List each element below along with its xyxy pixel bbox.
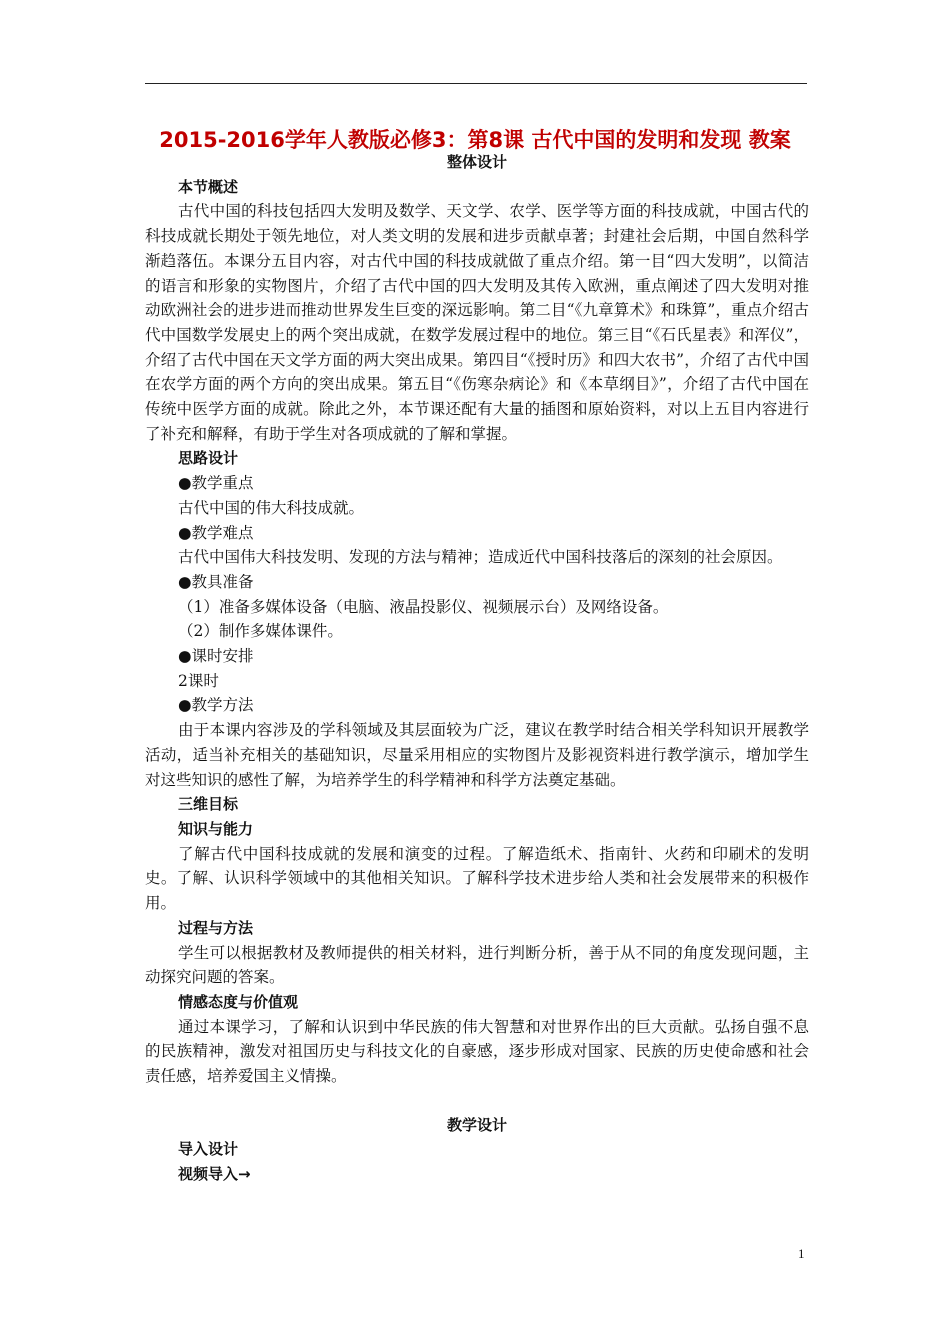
tools-label: ●教具准备	[178, 572, 254, 591]
intro-design-heading: 导入设计	[178, 1140, 239, 1159]
overview-paragraph: 古代中国的科技包括四大发明及数学、天文学、农学、医学等方面的科技成就，中国古代的科技成就长期处于领先地位，对人类文明的发展和进步贡献卓著；封建社会后期，中国自然科学渐趋落伍。本课分五目内容，对古代中国的科技成就做了重点介绍。第一目“四大发明”，以简洁的语言和形象的实物图片，介绍了古代中国的四大发明及其传入欧洲，重点阐述了四大发明对推动欧洲社会的进步进而推动世界发生巨变的深远影响。第二目“《九章算术》和珠算”，重点介绍古代中国数学发展史上的两个突出成就，在数学发展过程中的地位。第三目“《石氏星表》和浑仪”，介绍了古代中国在天文学方面的两大突出成果。第四目“《授时历》和四大农书”，介绍了古代中国在农学方面的两个方向的突出成果。第五目“《伤寒杂病论》和《本草纲目》”，介绍了古代中国在传统中医学方面的成就。除此之外，本节课还配有大量的插图和原始资料，对以上五目内容进行了补充和解释，有助于学生对各项成就的了解和掌握。	[145, 202, 809, 443]
overview-heading: 本节概述	[178, 177, 239, 196]
hours-label: ●课时安排	[178, 647, 254, 666]
method-paragraph: 由于本课内容涉及的学科领域及其层面较为广泛，建议在教学时结合相关学科知识开展教学活动，适当补充相关的基础知识，尽量采用相应的实物图片及影视资料进行教学演示，增加学生对这些知识的感性了解，为培养学生的科学精神和科学方法奠定基础。	[145, 721, 809, 789]
design-heading: 思路设计	[178, 449, 239, 468]
header-rule	[145, 83, 807, 84]
method-label: ●教学方法	[178, 696, 254, 715]
process-paragraph: 学生可以根据教材及教师提供的相关材料，进行判断分析，善于从不同的角度发现问题，主动探究问题的答案。	[145, 943, 809, 987]
tools-item-2: （2）制作多媒体课件。	[178, 622, 343, 641]
video-intro-heading: 视频导入→	[178, 1165, 251, 1184]
difficulty-label: ●教学难点	[178, 523, 254, 542]
knowledge-heading: 知识与能力	[178, 819, 254, 838]
key-point-text: 古代中国的伟大科技成就。	[178, 498, 365, 517]
hours-text: 2课时	[178, 671, 219, 690]
tools-item-1: （1）准备多媒体设备（电脑、液晶投影仪、视频展示台）及网络设备。	[178, 597, 669, 616]
goals-heading: 三维目标	[178, 795, 239, 814]
process-heading: 过程与方法	[178, 918, 254, 937]
key-point-label: ●教学重点	[178, 474, 254, 493]
document-title: 2015-2016学年人教版必修3：第8课 古代中国的发明和发现 教案	[159, 128, 791, 152]
teaching-design-heading: 教学设计	[446, 1115, 507, 1134]
spacer	[145, 1089, 809, 1113]
emotion-heading: 情感态度与价值观	[178, 992, 299, 1011]
knowledge-paragraph: 了解古代中国科技成就的发展和演变的过程。了解造纸术、指南针、火药和印刷术的发明史。了解、认识科学领域中的其他相关知识。了解科学技术进步给人类和社会发展带来的积极作用。	[145, 844, 809, 913]
page-number: 1	[798, 1246, 805, 1261]
document-body	[145, 150, 809, 1187]
difficulty-text: 古代中国伟大科技发明、发现的方法与精神；造成近代中国科技落后的深刻的社会原因。	[178, 548, 783, 567]
section-heading-overall: 整体设计	[446, 153, 507, 171]
emotion-paragraph: 通过本课学习，了解和认识到中华民族的伟大智慧和对世界作出的巨大贡献。弘扬自强不息的民族精神，激发对祖国历史与科技文化的自豪感，逐步形成对国家、民族的历史使命感和社会责任感，培养爱国主义情操。	[145, 1017, 809, 1086]
